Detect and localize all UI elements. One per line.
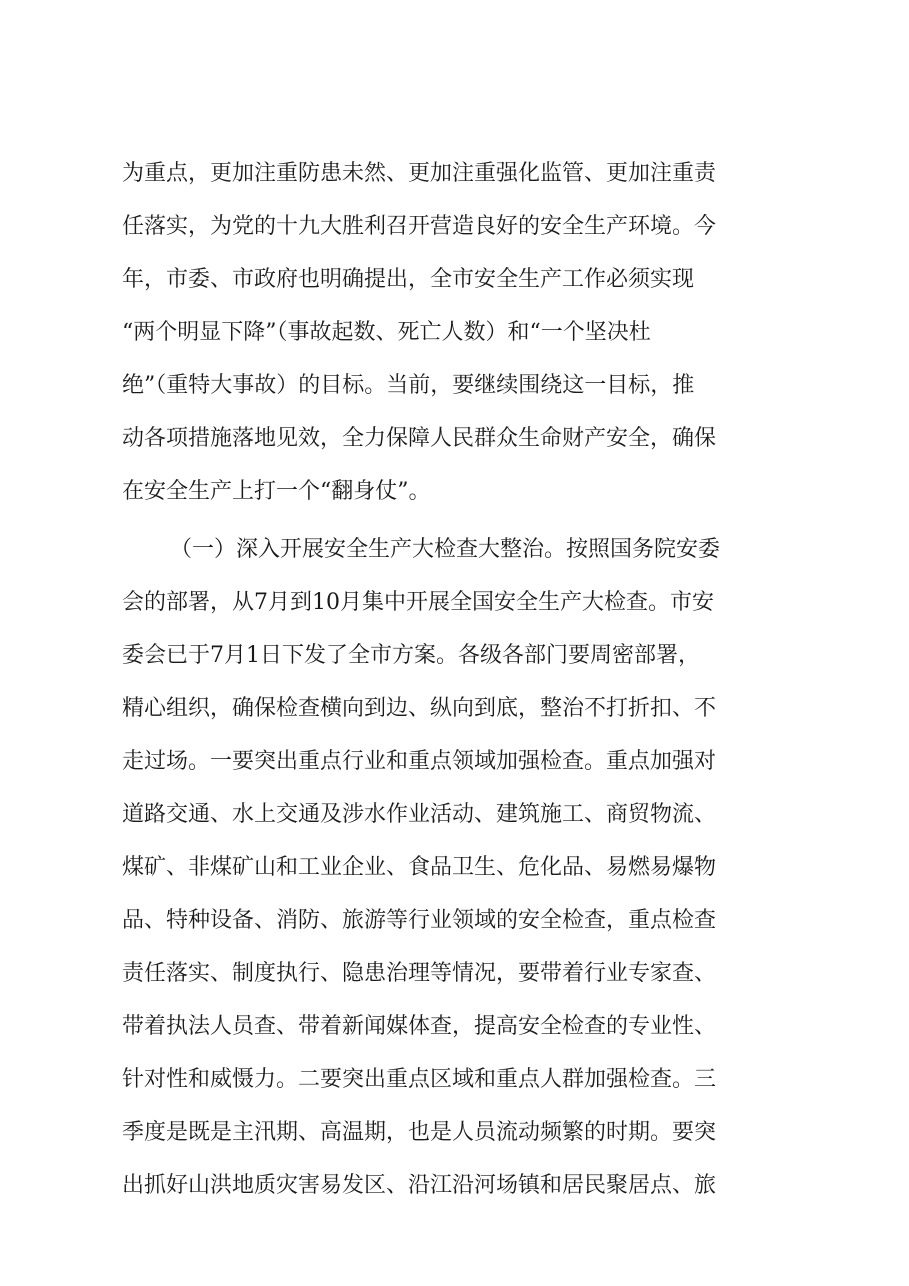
text-line: 为重点，更加注重防患未然、更加注重强化监管、更加注重责 bbox=[122, 161, 717, 186]
paragraph-heading-line: （一）深入开展安全生产大检查大整治。按照国务院安委 bbox=[170, 537, 721, 562]
text-line: 道路交通、水上交通及涉水作业活动、建筑施工、商贸物流、 bbox=[122, 802, 717, 827]
text-line: 委会已于7月1日下发了全市方案。各级各部门要周密部署， bbox=[122, 643, 700, 668]
text-line: 会的部署，从7月到10月集中开展全国安全生产大检查。市安 bbox=[122, 590, 714, 615]
text-line: “两个明显下降”（事故起数、死亡人数）和“一个坚决杜 bbox=[122, 320, 651, 345]
text-line: 责任落实、制度执行、隐患治理等情况，要带着行业专家查、 bbox=[122, 961, 717, 986]
text-line: 在安全生产上打一个“翻身仗”。 bbox=[122, 479, 431, 504]
text-line: 绝”（重特大事故）的目标。当前，要继续围绕这一目标，推 bbox=[122, 373, 695, 398]
text-line: 煤矿、非煤矿山和工业企业、食品卫生、危化品、易燃易爆物 bbox=[122, 855, 717, 880]
text-line: 季度是既是主汛期、高温期，也是人员流动频繁的时期。要突 bbox=[122, 1120, 717, 1145]
text-line: 走过场。一要突出重点行业和重点领域加强检查。重点加强对 bbox=[122, 749, 717, 774]
text-line: 品、特种设备、消防、旅游等行业领域的安全检查，重点检查 bbox=[122, 908, 717, 933]
text-line: 任落实，为党的十九大胜利召开营造良好的安全生产环境。今 bbox=[122, 214, 717, 239]
text-line: 出抓好山洪地质灾害易发区、沿江沿河场镇和居民聚居点、旅 bbox=[122, 1173, 717, 1198]
text-line: 动各项措施落地见效，全力保障人民群众生命财产安全，确保 bbox=[122, 426, 717, 451]
text-line: 精心组织，确保检查横向到边、纵向到底，整治不打折扣、不 bbox=[122, 696, 717, 721]
text-line: 针对性和威慑力。二要突出重点区域和重点人群加强检查。三 bbox=[122, 1067, 717, 1092]
text-line: 带着执法人员查、带着新闻媒体查，提高安全检查的专业性、 bbox=[122, 1014, 717, 1039]
text-line: 年，市委、市政府也明确提出，全市安全生产工作必须实现 bbox=[122, 267, 695, 292]
